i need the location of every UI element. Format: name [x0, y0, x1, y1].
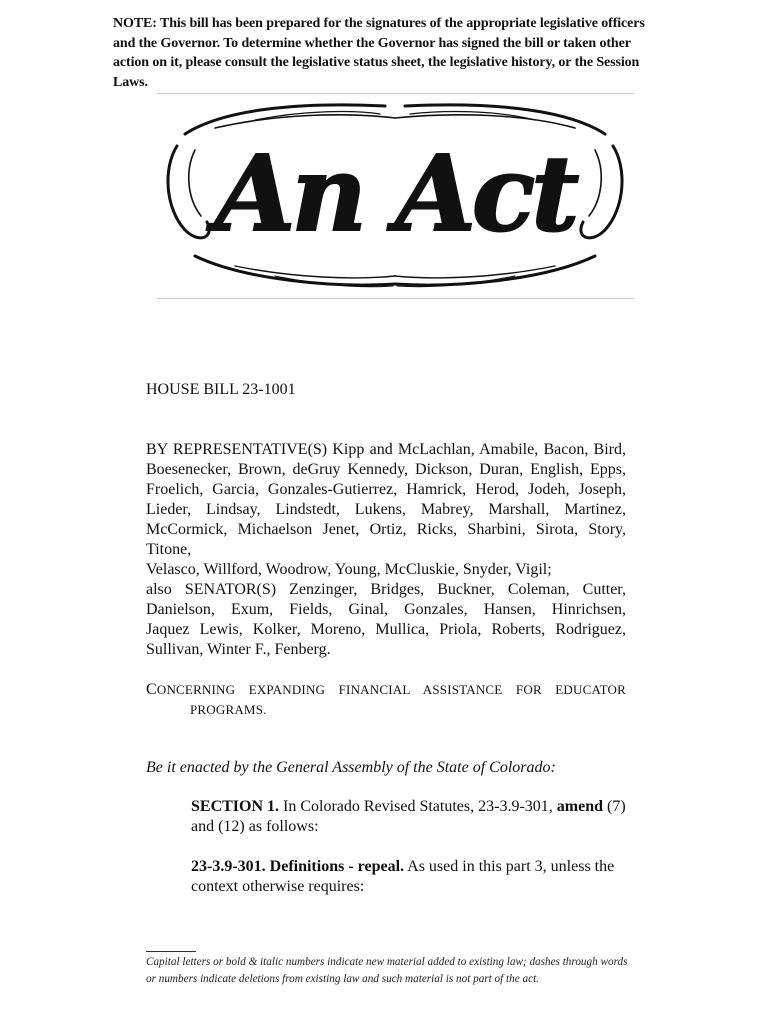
section-1-amend: amend [556, 798, 604, 815]
top-divider [157, 93, 634, 94]
sponsors-line: Jaquez Lewis, Kolker, Moreno, Mullica, Priola, Roberts, Rodriguez, [146, 621, 626, 638]
an-act-logo [155, 98, 635, 294]
section-1 [146, 797, 626, 837]
section-1-text-b: (7) and (12) as follows: [191, 798, 626, 835]
sponsors-line: Danielson, Exum, Fields, Ginal, Gonzales, Hansen, Hinrichsen, [146, 601, 626, 618]
bill-title-initial: C [146, 681, 157, 698]
sponsors-line: McCormick, Michaelson Jenet, Ortiz, Ricks, Sharbini, Sirota, Story, Titone, [146, 521, 626, 558]
sponsors-line: Froelich, Garcia, Gonzales-Gutierrez, Hamrick, Herod, Jodeh, Joseph, [146, 481, 626, 498]
section-definitions [146, 857, 626, 897]
bottom-divider [157, 298, 634, 299]
svg-text:An Act: An Act [214, 132, 576, 255]
bill-number: HOUSE BILL 23-1001 [146, 381, 296, 398]
sponsors-line: BY REPRESENTATIVE(S) Kipp and McLachlan, Amabile, Bacon, Bird, [146, 441, 626, 458]
section-1-paragraph [146, 797, 626, 837]
sponsors-list [146, 440, 626, 660]
section-1-label: SECTION 1. [191, 798, 280, 815]
footnote: Capital letters or bold & italic numbers indicate new material added to existing law; dashes through words or numbers indicate deletions from existing law and such material is not part of the act. [146, 956, 628, 985]
bill-title-text: ONCERNING EXPANDING FINANCIAL ASSISTANCE FOR EDUCATOR [156, 682, 626, 697]
sponsors-line: also SENATOR(S) Zenzinger, Bridges, Buckner, Coleman, Cutter, [146, 581, 626, 598]
footnote-divider [146, 951, 196, 952]
sponsors-line: Lieder, Lindsay, Lindstedt, Lukens, Mabrey, Marshall, Martinez, [146, 501, 626, 518]
bill-title [146, 680, 626, 720]
section-definitions-text: As used in this part 3, unless the context otherwise requires: [191, 858, 615, 895]
bill-title-line-1 [146, 680, 626, 700]
sponsors-line: Sullivan, Winter F., Fenberg. [146, 641, 331, 658]
bill-title-line-2: PROGRAMS. [190, 702, 267, 717]
section-definitions-paragraph [146, 857, 626, 897]
section-definitions-label: 23-3.9-301. Definitions - repeal. [191, 858, 405, 875]
bill-note: NOTE: This bill has been prepared for the signatures of the appropriate legislative officers and the Governor. To determine whether the Governor has signed the bill or taken other action on it, please consult the legislative status sheet, the legislative history, or the Session Laws. [113, 16, 645, 90]
section-1-text-a: In Colorado Revised Statutes, 23-3.9-301, [279, 798, 557, 815]
sponsors-line: Velasco, Willford, Woodrow, Young, McCluskie, Snyder, Vigil; [146, 561, 552, 578]
enacting-clause: Be it enacted by the General Assembly of the State of Colorado: [146, 759, 556, 776]
sponsors-line: Boesenecker, Brown, deGruy Kennedy, Dickson, Duran, English, Epps, [146, 461, 626, 478]
